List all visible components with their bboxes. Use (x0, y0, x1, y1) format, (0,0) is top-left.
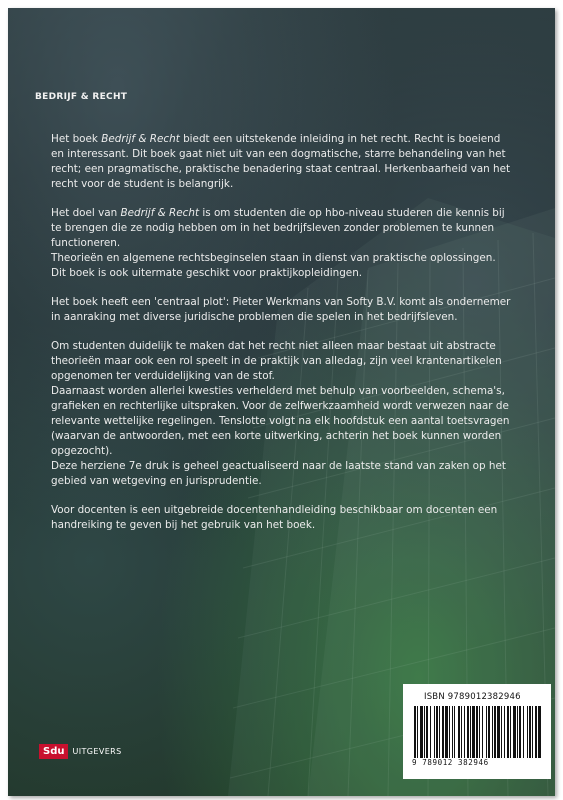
barcode-bar (442, 706, 444, 758)
barcode-bar (527, 706, 528, 758)
isbn-barcode-box (403, 684, 551, 779)
barcode-bar (426, 706, 428, 758)
barcode-bar (535, 706, 537, 758)
barcode-bar (501, 706, 502, 758)
publisher-logo (39, 742, 122, 761)
barcode-bar (417, 706, 418, 758)
barcode-bar (430, 706, 431, 758)
barcode-bar (464, 706, 465, 758)
barcode-bar (439, 706, 440, 758)
barcode-bar (420, 706, 423, 758)
barcode-bar (449, 706, 450, 758)
barcode-bar (517, 706, 518, 758)
barcode (412, 706, 542, 758)
barcode-bar (434, 706, 435, 758)
barcode-bar (479, 706, 480, 758)
barcode-bar (414, 706, 416, 758)
barcode-bar (424, 706, 425, 758)
barcode-bar (510, 706, 511, 758)
paragraph-method: Om studenten duidelijk te maken dat het recht niet alleen maar bestaat uit abstracte theorieën maar ook een rol speelt in de praktijk van alledag, zijn veel krantenartikelen opgenomen ter verduidelijking van de stof. Daarnaast worden allerlei kwesties verhelderd met behulp van voorbeelden, schema's, grafieken en rechterlijke uitspraken. Voor de zelfwerkzaamheid wordt verwezen naar de relevante wettelijke regelingen. Tenslotte volgt na elk hoofdstuk een aantal toetsvragen (waarvan de antwoorden, met een korte uitwerking, achterin het boek kunnen worden opgezocht). Deze herziene 7e druk is geheel geactualiseerd naar de laatste stand van zaken op het gebied van wetgeving en jurisprudentie. (51, 340, 510, 487)
publisher-brand: Sdu (39, 744, 68, 759)
barcode-bar (497, 706, 500, 758)
barcode-bar (532, 706, 533, 758)
barcode-bar (507, 706, 509, 758)
barcode-bar (470, 706, 471, 758)
barcode-bar (452, 706, 453, 758)
barcode-bar (476, 706, 478, 758)
paragraph-goal: Het doel van Bedrijf & Recht is om studenten die op hbo-niveau studeren die kennis bij te brengen die ze nodig hebben om in het bedrijfsleven zonder problemen te kunnen functioneren. Theorieën en algemene rechtsbeginselen staan in dienst van praktische oplossingen. Dit boek is ook uitermate geschikt voor praktijkopleidingen. (51, 207, 505, 279)
barcode-bar (538, 706, 541, 758)
barcode-bar (458, 706, 460, 758)
barcode-bar (436, 706, 438, 758)
isbn-label: ISBN 9789012382946 (424, 692, 521, 702)
barcode-bar (513, 706, 516, 758)
barcode-bar (494, 706, 496, 758)
barcode-bar (519, 706, 521, 758)
barcode-bar (472, 706, 475, 758)
barcode-bar (492, 706, 493, 758)
series-title: BEDRIJF & RECHT (35, 92, 128, 102)
barcode-bar (482, 706, 483, 758)
publisher-name: UITGEVERS (72, 747, 122, 756)
barcode-bar (504, 706, 505, 758)
barcode-digits: 9 789012 382946 (412, 758, 489, 767)
barcode-bar (523, 706, 524, 758)
paragraph-intro: Het boek Bedrijf & Recht biedt een uitstekende inleiding in het recht. Recht is boeiend en interessant. Dit boek gaat niet uit van een dogmatische, starre behandeling van het recht; een pragmatische, praktische benadering staat centraal. Herkenbaarheid van het recht voor de student is belangrijk. (51, 133, 511, 190)
barcode-bar (486, 706, 487, 758)
paragraph-plot: Het boek heeft een 'centraal plot': Pieter Werkmans van Softy B.V. komt als ondernemer in aanraking met diverse juridische problemen die spelen in het bedrijfsleven. (51, 296, 511, 323)
blurb-text (51, 132, 513, 547)
barcode-bar (445, 706, 448, 758)
barcode-bar (488, 706, 490, 758)
barcode-bar (454, 706, 455, 758)
barcode-bar (467, 706, 469, 758)
barcode-bar (461, 706, 462, 758)
paragraph-teachers: Voor docenten is een uitgebreide docentenhandleiding beschikbaar om docenten een handreiking te geven bij het gebruik van het boek. (51, 504, 498, 531)
barcode-bar (529, 706, 531, 758)
cover-background (8, 8, 555, 796)
